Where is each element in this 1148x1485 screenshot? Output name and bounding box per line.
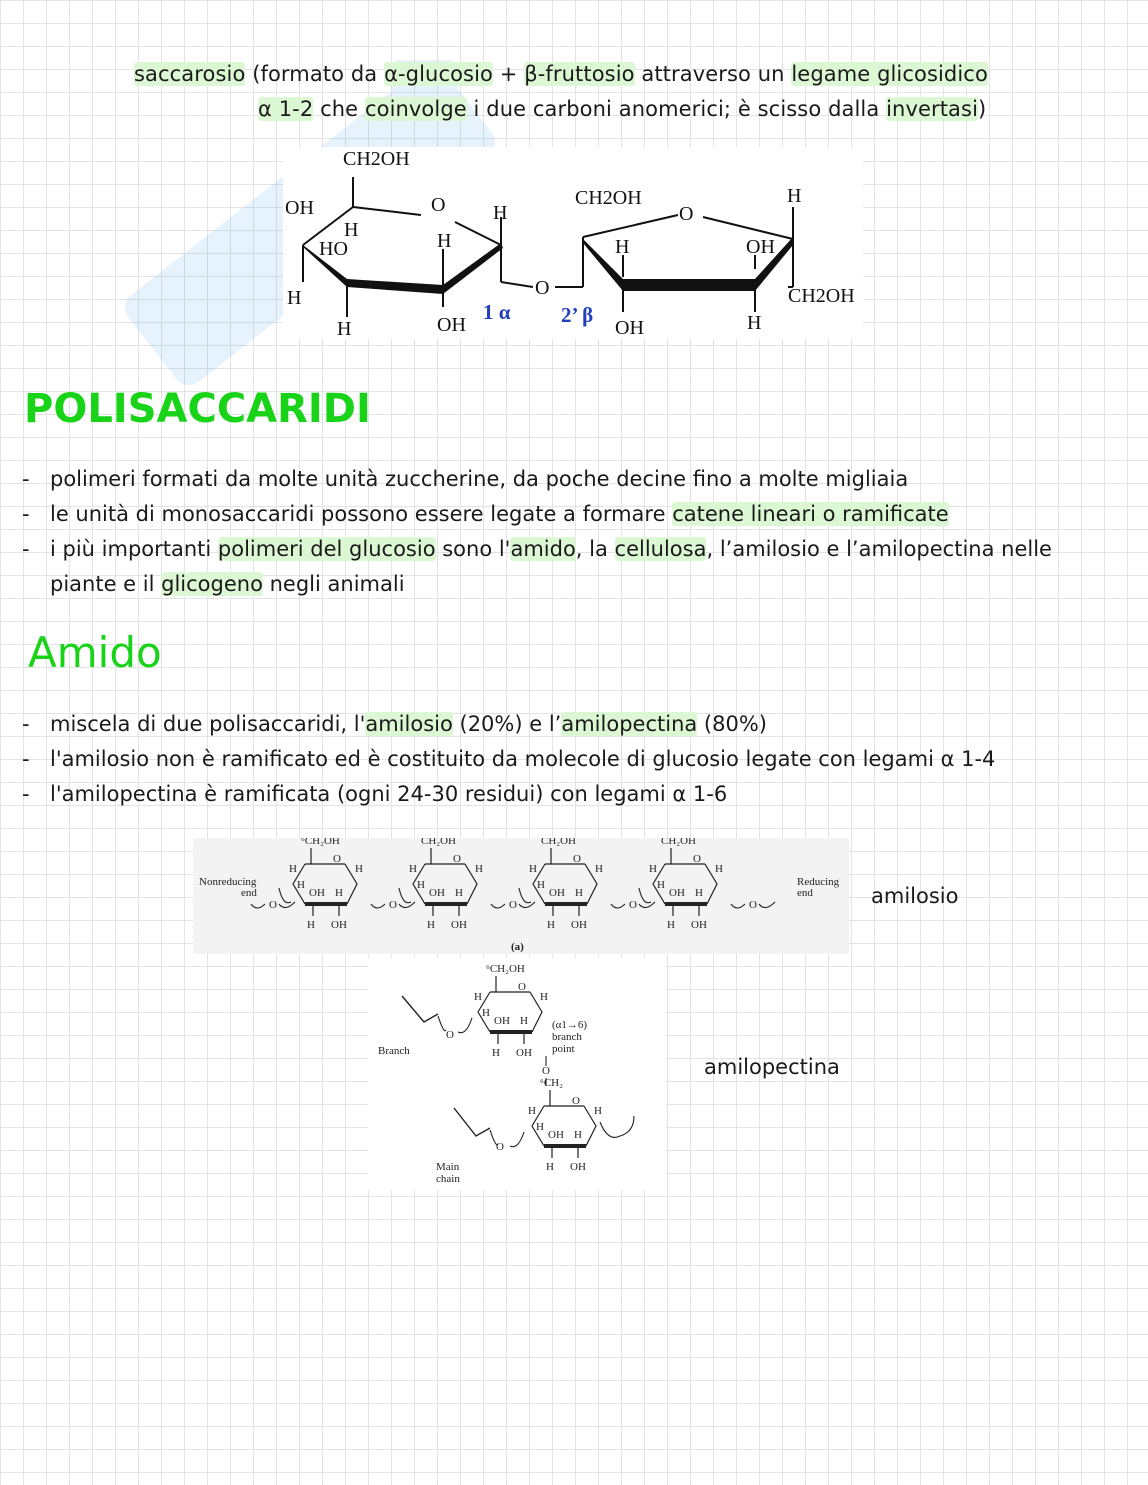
svg-text:H: H	[287, 287, 302, 309]
poly-bullet-1: - polimeri formati da molte unità zuccherine, da poche decine fino a molte migliaia	[22, 467, 909, 491]
h-label: H	[492, 1047, 500, 1059]
h-label: H	[409, 863, 417, 875]
term-coinvolge: coinvolge	[364, 97, 467, 121]
svg-text:O: O	[679, 203, 694, 225]
h-label: H	[335, 887, 343, 899]
svg-text:H: H	[344, 219, 359, 241]
svg-text:H: H	[615, 236, 630, 258]
h-label: H	[667, 919, 675, 931]
h-label: H	[657, 879, 665, 891]
ring-o-label: O	[573, 853, 581, 865]
svg-text:(a): (a)	[511, 941, 524, 953]
svg-text:CH2OH: CH2OH	[788, 285, 855, 307]
svg-text:Main: Main	[436, 1161, 460, 1173]
svg-text:H: H	[437, 230, 452, 252]
sucrose-structure	[283, 147, 863, 339]
svg-text:H: H	[493, 202, 508, 224]
term-legame-glicosidico: legame glicosidico	[791, 62, 988, 86]
svg-text:O: O	[535, 277, 550, 299]
glucose-unit	[474, 963, 548, 1059]
h-label: H	[307, 919, 315, 931]
link-bond	[519, 888, 531, 903]
link-bond	[611, 904, 625, 908]
h-label: H	[594, 1105, 602, 1117]
link-bond	[279, 888, 291, 903]
oh-label: OH	[571, 919, 587, 931]
oh-label: OH	[549, 887, 565, 899]
h-label: H	[520, 1015, 528, 1027]
h-label: H	[427, 919, 435, 931]
link-bond	[399, 888, 411, 903]
bridge-o-label: O	[629, 899, 637, 911]
ch2oh-label: CH₂OH	[541, 838, 577, 847]
glucose-unit	[649, 838, 723, 931]
heading-amido: Amido	[28, 628, 162, 677]
ch2oh-label: CH₂OH	[421, 838, 457, 847]
svg-text:CH2OH: CH2OH	[575, 187, 642, 209]
link-bond	[639, 888, 651, 903]
glucose-unit	[529, 838, 603, 931]
oh-label: OH	[309, 887, 325, 899]
svg-text:Branch: Branch	[378, 1045, 410, 1057]
h-label: H	[595, 863, 603, 875]
svg-text:HO: HO	[319, 238, 348, 260]
link-bond	[600, 1116, 634, 1137]
beta-2-label: 2’ β	[561, 303, 594, 327]
h-label: H	[574, 1129, 582, 1141]
oh-label: OH	[429, 887, 445, 899]
oh-label: OH	[548, 1129, 564, 1141]
h-label: H	[547, 919, 555, 931]
svg-text:branch: branch	[552, 1031, 582, 1043]
svg-text:H: H	[337, 318, 352, 339]
chain-stub	[454, 1108, 490, 1136]
ring-o-label: O	[333, 853, 341, 865]
term-alpha-1-2: α 1-2	[258, 97, 314, 121]
h-label: H	[528, 1105, 536, 1117]
link-bond	[731, 904, 745, 908]
branch-stub	[402, 996, 438, 1022]
bridge-o-label: O	[389, 899, 397, 911]
svg-text:H: H	[747, 312, 762, 334]
svg-text:O: O	[431, 194, 446, 216]
ring-o-label: O	[572, 1095, 580, 1107]
link-o-label: O	[496, 1141, 504, 1153]
oh-label: OH	[691, 919, 707, 931]
h-label: H	[575, 887, 583, 899]
h-label: H	[695, 887, 703, 899]
ring-o-label: O	[693, 853, 701, 865]
intro-line-2: α 1-2 che coinvolge i due carboni anomerici; è scisso dalla invertasi)	[258, 97, 987, 121]
svg-text:(α1→6): (α1→6)	[552, 1019, 588, 1031]
h-label: H	[474, 991, 482, 1003]
glucose-unit	[528, 1077, 602, 1173]
link-bond	[251, 904, 265, 908]
branch-o-label: O	[542, 1065, 550, 1077]
bridge-o-label: O	[269, 899, 277, 911]
svg-text:OH: OH	[615, 317, 644, 339]
h-label: H	[537, 879, 545, 891]
ring-o-label: O	[518, 981, 526, 993]
term-invertasi: invertasi	[886, 97, 978, 121]
svg-text:end: end	[241, 887, 257, 899]
oh-label: OH	[570, 1161, 586, 1173]
h-label: H	[649, 863, 657, 875]
ch2oh-label: ⁶CH₂OH	[486, 963, 525, 975]
term-saccarosio: saccarosio	[134, 62, 246, 86]
svg-text:end: end	[797, 887, 813, 899]
oh-label: OH	[669, 887, 685, 899]
bridge-o-label: O	[509, 899, 517, 911]
ring-o-label: O	[453, 853, 461, 865]
h-label: H	[536, 1121, 544, 1133]
link-bond	[491, 904, 505, 908]
term-alpha-glucosio: α-glucosio	[384, 62, 493, 86]
amilosio-structure	[193, 838, 849, 954]
term-beta-fruttosio: β-fruttosio	[524, 62, 635, 86]
alpha-1-label: 1 α	[483, 300, 511, 324]
link-bond	[438, 1016, 472, 1033]
poly-bullet-2: - le unità di monosaccaridi possono essere legate a formare catene lineari o ramificate	[22, 502, 949, 526]
h-label: H	[529, 863, 537, 875]
svg-text:point: point	[552, 1043, 575, 1055]
h-label: H	[289, 863, 297, 875]
h-label: H	[475, 863, 483, 875]
link-bond	[759, 902, 775, 908]
svg-text:Reducing: Reducing	[797, 876, 840, 888]
amido-bullet-3: - l'amilopectina è ramificata (ogni 24-30 residui) con legami α 1-6	[22, 782, 728, 806]
poly-bullet-3-cont: piante e il glicogeno negli animali	[50, 572, 405, 596]
label-amilosio: amilosio	[871, 884, 959, 908]
svg-text:OH: OH	[437, 314, 466, 336]
glucose-unit	[289, 838, 363, 931]
link-o-label: O	[446, 1029, 454, 1041]
heading-polisaccaridi: POLISACCARIDI	[24, 386, 371, 432]
oh-label: OH	[494, 1015, 510, 1027]
glucose-unit	[409, 838, 483, 931]
h-label: H	[715, 863, 723, 875]
label-ch2oh-top: CH2OH	[343, 148, 410, 170]
amilopectina-structure	[368, 958, 666, 1190]
h-label: H	[546, 1161, 554, 1173]
h-label: H	[455, 887, 463, 899]
bridge-o-label: O	[749, 899, 757, 911]
amilopectina-diagram	[368, 958, 666, 1190]
ch2oh-label: ⁶CH₂OH	[301, 838, 340, 847]
amido-bullet-2: - l'amilosio non è ramificato ed è costituito da molecole di glucosio legate con legami α 1-4	[22, 747, 996, 771]
poly-bullet-3: - i più importanti polimeri del glucosio sono l'amido, la cellulosa, l’amilosio e l’amilopectina nelle	[22, 537, 1052, 561]
ch2oh-label: ⁶CH₂	[540, 1077, 563, 1089]
oh-label: OH	[516, 1047, 532, 1059]
link-bond	[371, 904, 385, 908]
amido-bullet-1: - miscela di due polisaccaridi, l'amilosio (20%) e l’amilopectina (80%)	[22, 712, 767, 736]
h-label: H	[482, 1007, 490, 1019]
svg-text:OH: OH	[746, 236, 775, 258]
svg-text:H: H	[787, 185, 802, 207]
label-amilopectina: amilopectina	[704, 1055, 840, 1079]
amilosio-diagram	[193, 838, 849, 954]
sucrose-diagram	[283, 147, 863, 339]
h-label: H	[540, 991, 548, 1003]
ch2oh-label: CH₂OH	[661, 838, 697, 847]
svg-text:OH: OH	[285, 197, 314, 219]
h-label: H	[355, 863, 363, 875]
svg-text:chain: chain	[436, 1173, 460, 1185]
svg-text:Nonreducing: Nonreducing	[199, 876, 257, 888]
intro-line-1: saccarosio (formato da α-glucosio + β-fruttosio attraverso un legame glicosidico	[134, 62, 988, 86]
h-label: H	[417, 879, 425, 891]
oh-label: OH	[331, 919, 347, 931]
oh-label: OH	[451, 919, 467, 931]
h-label: H	[297, 879, 305, 891]
